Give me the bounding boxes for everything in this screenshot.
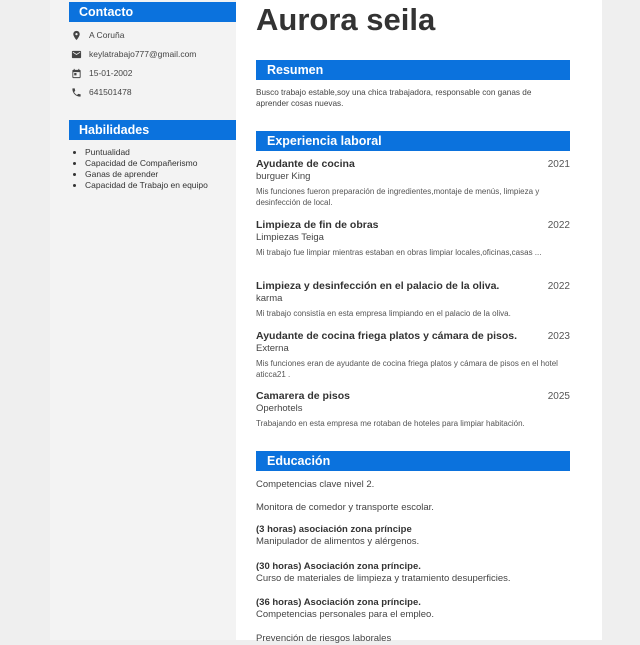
contact-heading: Contacto [69, 2, 236, 22]
contact-birthdate [70, 66, 132, 80]
education-item [256, 479, 570, 491]
location-icon [70, 29, 82, 41]
education-description: Monitora de comedor y transporte escolar. [256, 502, 434, 513]
contact-birthdate-text: 15-01-2002 [89, 68, 133, 78]
phone-icon [70, 86, 82, 98]
job-title: Limpieza de fin de obras [256, 219, 379, 231]
contact-phone [70, 85, 132, 99]
job-company: burguer King [256, 171, 311, 182]
education-description: Prevención de riesgos laborales [256, 633, 392, 644]
education-item [256, 502, 570, 514]
job-description: Trabajando en esta empresa me rotaban de hoteles para limpiar habitación. [256, 419, 525, 428]
job-title: Camarera de pisos [256, 390, 350, 402]
education-description: Competencias clave nivel 2. [256, 479, 375, 490]
education-description: Competencias personales para el empleo. [256, 609, 434, 620]
education-title: (3 horas) asociación zona príncipe [256, 524, 412, 535]
contact-location [70, 28, 124, 42]
experience-heading: Experiencia laboral [256, 131, 570, 151]
education-item [256, 633, 570, 645]
contact-email-text[interactable]: keylatrabajo777@gmail.com [89, 49, 197, 59]
job-company: Limpiezas Teiga [256, 232, 324, 243]
job-title: Limpieza y desinfección en el palacio de la oliva. [256, 280, 500, 292]
sidebar [50, 0, 236, 640]
job-title: Ayudante de cocina [256, 158, 355, 170]
job-description: Mis funciones fueron preparación de ingredientes,montaje de menús, limpieza y desinfección de local. [256, 187, 540, 207]
job-title: Ayudante de cocina friega platos y cámara de pisos. [256, 330, 518, 342]
contact-email [70, 47, 196, 61]
job-company: karma [256, 293, 283, 304]
education-heading: Educación [256, 451, 570, 471]
skill-item: • Capacidad de Trabajo en equipo [85, 180, 208, 191]
job-company: Operhotels [256, 403, 303, 414]
skill-item: • Ganas de aprender [85, 169, 208, 180]
experience-item [256, 330, 570, 380]
experience-item [256, 158, 570, 208]
education-description: Curso de materiales de limpieza y tratamiento desuperficies. [256, 573, 511, 584]
contact-phone-text[interactable]: 641501478 [89, 87, 132, 97]
experience-item [256, 219, 570, 258]
job-description: Mis funciones eran de ayudante de cocina friega platos y cámara de pisos en el hotel aticca21 . [256, 359, 558, 379]
education-description: Manipulador de alimentos y alérgenos. [256, 536, 420, 547]
job-year: 2025 [547, 391, 570, 402]
skills-list [70, 147, 208, 191]
job-year: 2022 [547, 220, 570, 231]
education-item [256, 524, 570, 548]
skills-heading: Habilidades [69, 120, 236, 140]
education-title: (30 horas) Asociación zona príncipe. [256, 561, 421, 572]
job-year: 2023 [547, 331, 570, 342]
experience-item [256, 280, 570, 319]
job-description: Mi trabajo fue limpiar mientras estaban en obras limpiar locales,oficinas,casas ... [256, 248, 542, 257]
job-year: 2022 [547, 281, 570, 292]
candidate-name: Aurora seila [256, 2, 436, 37]
skill-item: • Capacidad de Compañerismo [85, 158, 208, 169]
email-icon [70, 48, 82, 60]
calendar-icon [70, 67, 82, 79]
summary-heading: Resumen [256, 60, 570, 80]
resume-page [50, 0, 602, 644]
education-item [256, 597, 570, 621]
contact-location-text: A Coruña [89, 30, 125, 40]
education-item [256, 561, 570, 585]
job-company: Externa [256, 343, 289, 354]
experience-item [256, 390, 570, 429]
job-description: Mi trabajo consistía en esta empresa limpiando en el palacio de la oliva. [256, 309, 511, 318]
skill-item: • Puntualidad [85, 147, 208, 158]
education-title: (36 horas) Asociación zona príncipe. [256, 597, 421, 608]
summary-text: Busco trabajo estable,soy una chica trabajadora, responsable con ganas de aprender cosas nuevas. [256, 88, 532, 108]
job-year: 2021 [547, 159, 570, 170]
